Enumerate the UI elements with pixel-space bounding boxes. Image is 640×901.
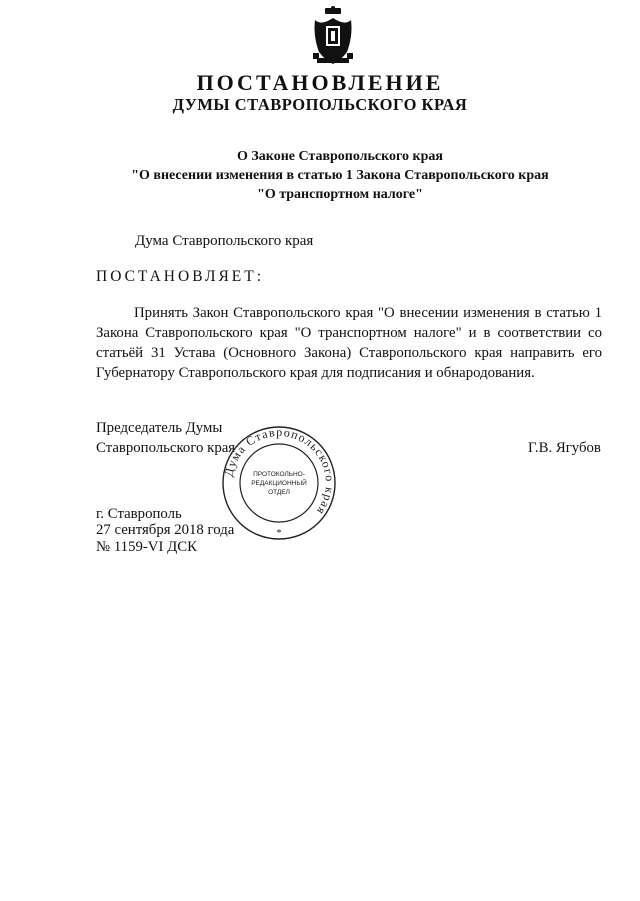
decree-word: ПОСТАНОВЛЯЕТ: xyxy=(96,268,265,285)
signature-position-line-2: Ставропольского края xyxy=(96,440,236,456)
document-subtitle: ДУМЫ СТАВРОПОЛЬСКОГО КРАЯ xyxy=(172,95,468,114)
intro-text: Дума Ставропольского края xyxy=(135,233,314,249)
body-paragraph: Принять Закон Ставропольского края "О внесении изменения в статью 1 Закона Ставропольского края "О транспортном налоге" и в соответствии со статьёй 31 Устава (Основного Закона) Ставропольского края направить его Губернатору Ставропольского края для подписания и обнародования. xyxy=(96,305,602,381)
subject-line-3: "О транспортном налоге" xyxy=(257,187,423,202)
subject-line-2: "О внесении изменения в статью 1 Закона Ставропольского края xyxy=(131,168,549,183)
footer-city: г. Ставрополь xyxy=(96,506,182,522)
coat-of-arms-icon xyxy=(311,6,355,66)
signature-position-line-1: Председатель Думы xyxy=(96,420,223,436)
subject-line-1: О Законе Ставропольского края xyxy=(237,149,443,164)
signatory-name: Г.В. Ягубов xyxy=(528,440,601,456)
stamp-inner-line-1: ПРОТОКОЛЬНО- xyxy=(253,471,305,478)
footer-number: № 1159-VI ДСК xyxy=(96,539,197,555)
stamp-star: * xyxy=(276,528,282,539)
stamp-inner-line-3: ОТДЕЛ xyxy=(268,489,290,496)
footer-date: 27 сентября 2018 года xyxy=(96,522,235,538)
official-stamp xyxy=(220,424,338,542)
document-title: ПОСТАНОВЛЕНИЕ xyxy=(196,70,444,95)
stamp-inner-line-2: РЕДАКЦИОННЫЙ xyxy=(251,480,307,487)
stamp-outer-text: Дума Ставропольского края xyxy=(221,424,338,519)
